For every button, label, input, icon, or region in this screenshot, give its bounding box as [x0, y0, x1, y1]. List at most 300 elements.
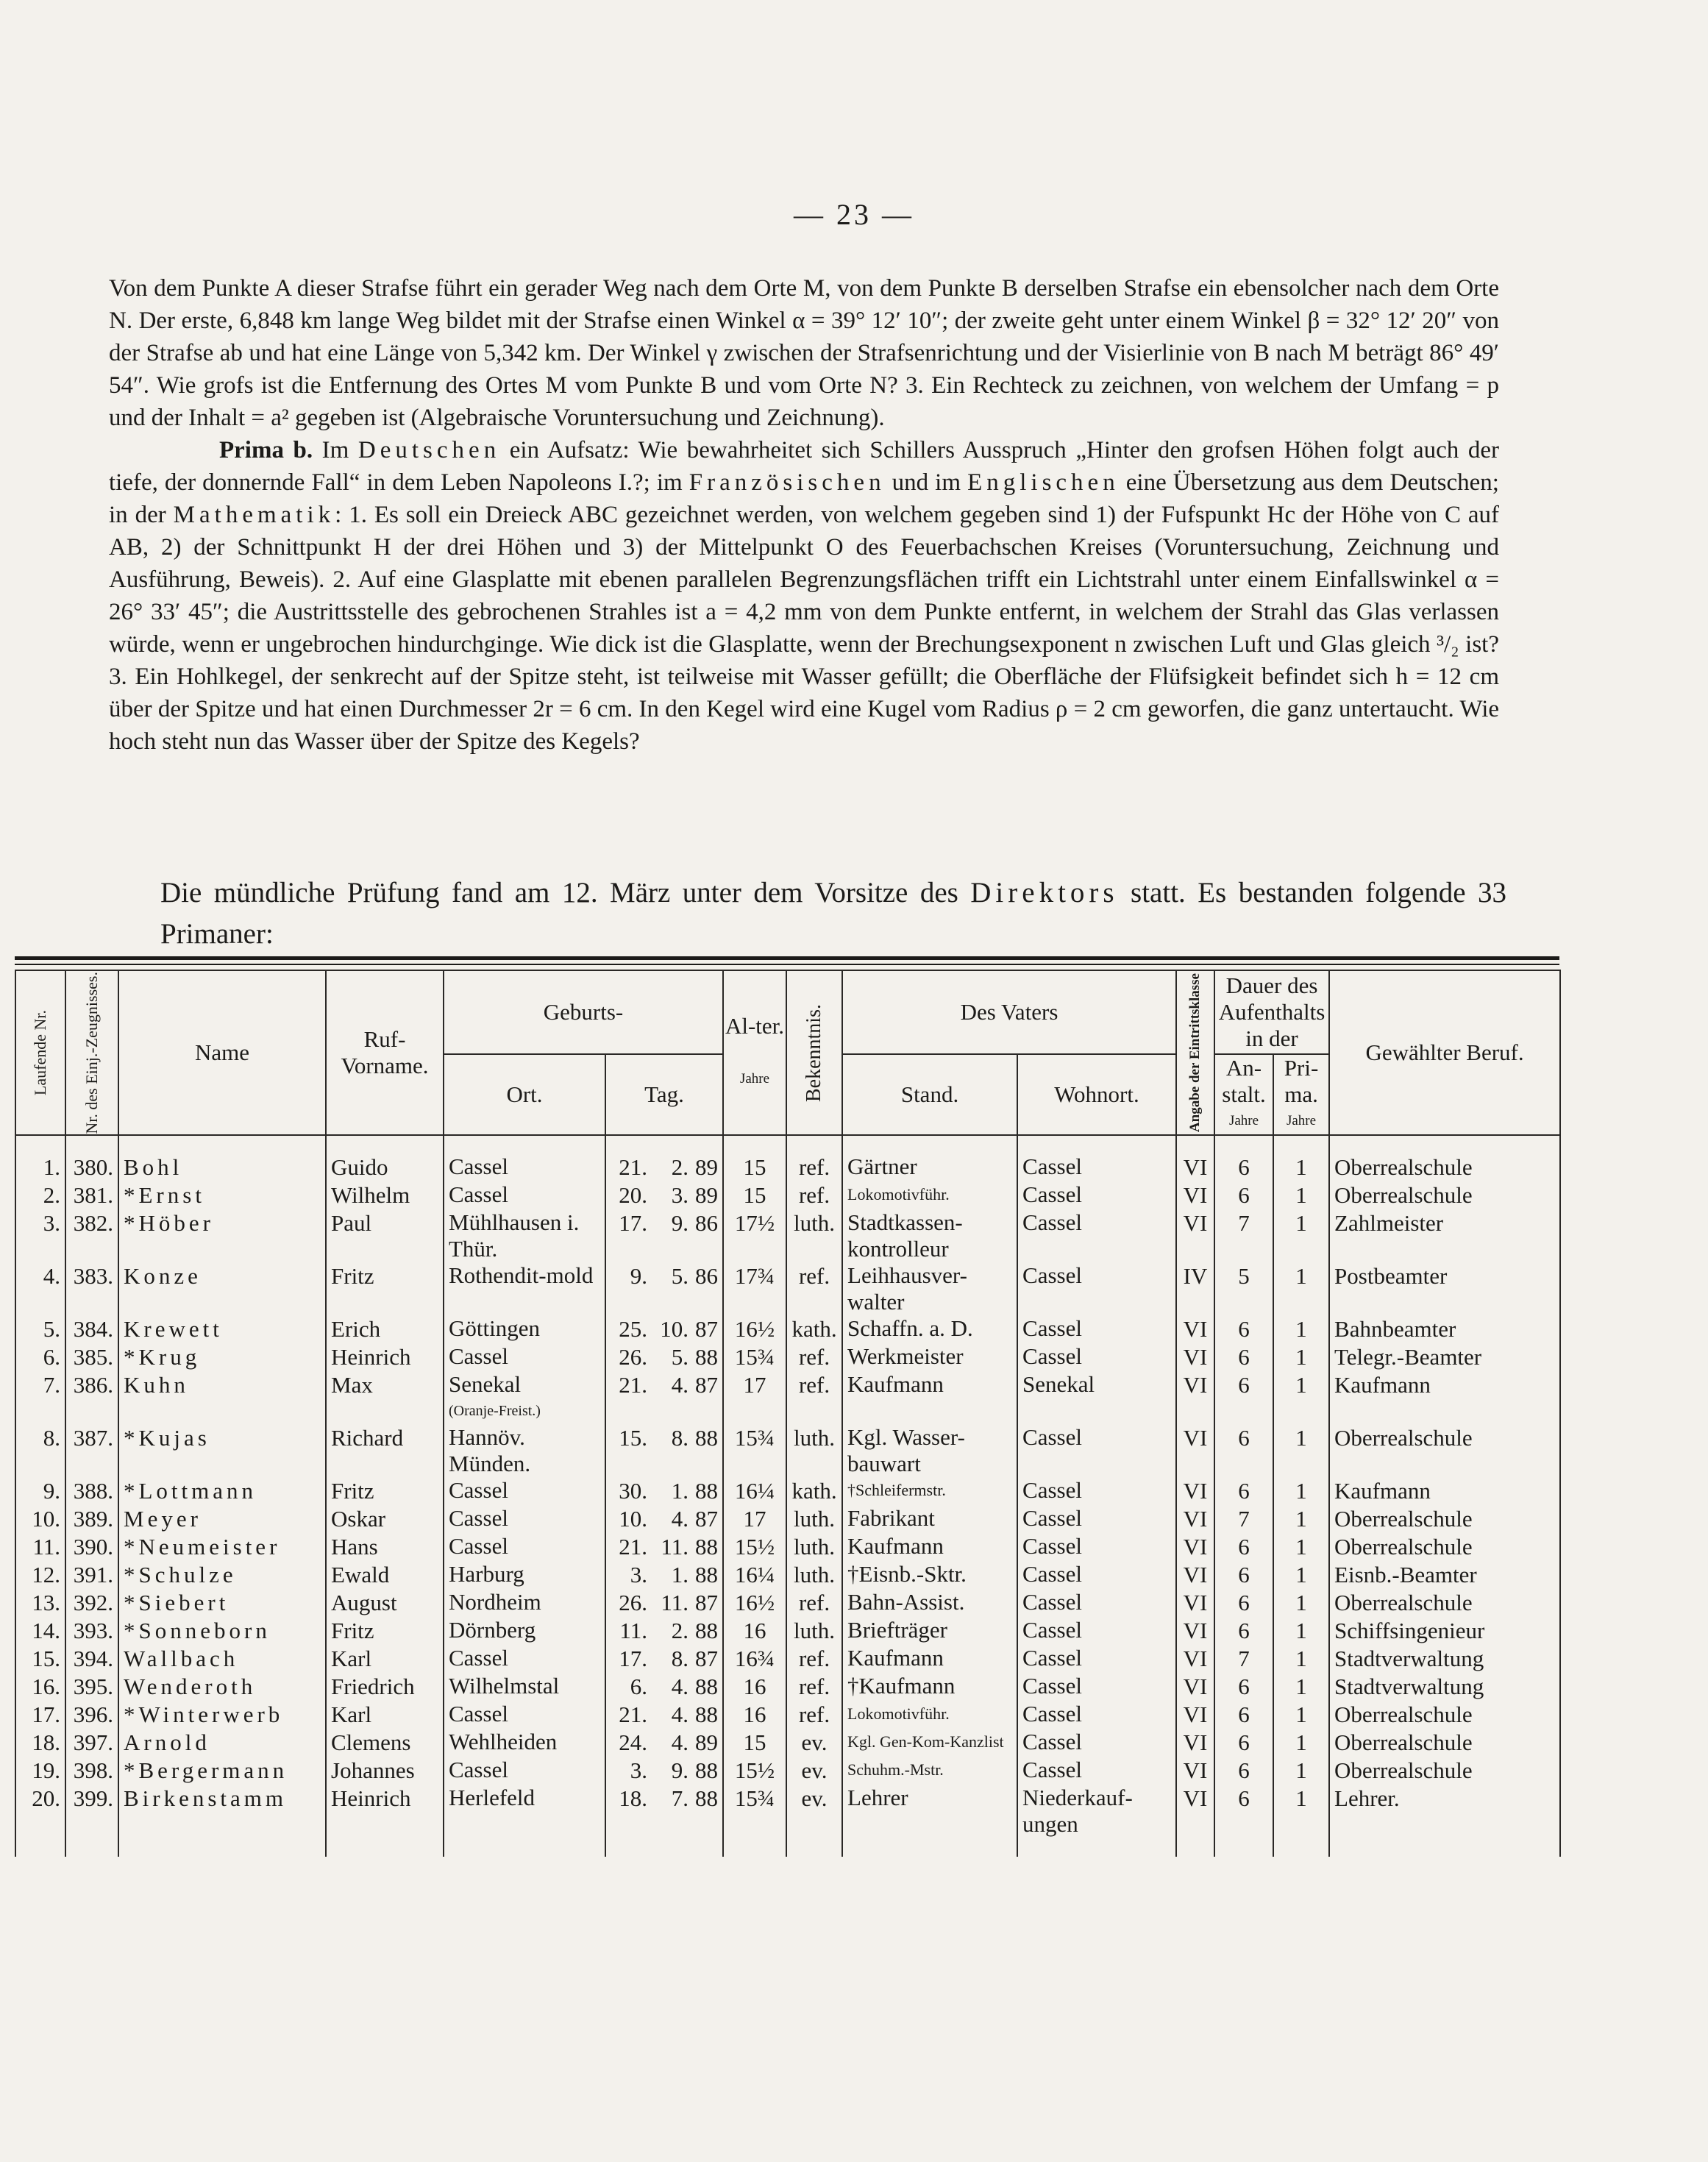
cell-anstalt-jahre: 6	[1214, 1371, 1273, 1424]
cell-geburtstag	[605, 1343, 723, 1371]
cell-tag-month: 4.	[671, 1506, 689, 1532]
cell-stand: Lokomotivführ.	[842, 1701, 1017, 1729]
cell-stand: Kgl. Wasser-bauwart	[842, 1424, 1017, 1477]
cell-einj-nr: 399.	[65, 1785, 118, 1838]
cell-vorname: Friedrich	[326, 1673, 444, 1701]
col-eintrittsklasse: Angabe der Eintrittsklasse	[1176, 970, 1214, 1135]
cell-geburtstag	[605, 1181, 723, 1209]
cell-einj-nr: 392.	[65, 1589, 118, 1617]
cell-tag-year: 87	[695, 1646, 719, 1671]
cell-bekenntnis: luth.	[786, 1505, 842, 1533]
cell-wohnort: Cassel	[1017, 1617, 1176, 1645]
cell-laufende-nr: 18.	[15, 1729, 65, 1757]
cell-einj-nr: 396.	[65, 1701, 118, 1729]
cell-prima-jahre: 1	[1273, 1505, 1329, 1533]
cell-bekenntnis: ref.	[786, 1181, 842, 1209]
table-row	[15, 1673, 1560, 1701]
cell-tag-day: 21.	[619, 1534, 648, 1560]
cell-tag-day: 26.	[619, 1344, 648, 1370]
cell-bekenntnis: ref.	[786, 1589, 842, 1617]
cell-geburtstag	[605, 1757, 723, 1785]
cell-tag-day: 6.	[630, 1674, 648, 1699]
cell-stand: Schaffn. a. D.	[842, 1315, 1017, 1343]
cell-bekenntnis: ref.	[786, 1673, 842, 1701]
cell-tag-year: 88	[695, 1478, 719, 1504]
cell-name: *Ernst	[118, 1181, 326, 1209]
cell-stand: Lokomotivführ.	[842, 1181, 1017, 1209]
cell-bekenntnis: ref.	[786, 1343, 842, 1371]
cell-tag-day: 21.	[619, 1701, 648, 1727]
prima-b-text-3: und im	[885, 469, 968, 496]
cell-geburtsort: Dörnberg	[444, 1617, 605, 1645]
cell-geburtsort: Harburg	[444, 1561, 605, 1589]
cell-wohnort: Cassel	[1017, 1729, 1176, 1757]
table-row	[15, 1589, 1560, 1617]
table-row	[15, 1729, 1560, 1757]
cell-vorname: Karl	[326, 1701, 444, 1729]
cell-tag-year: 87	[695, 1372, 719, 1398]
cell-eintrittsklasse: VI	[1176, 1153, 1214, 1181]
cell-beruf: Oberrealschule	[1329, 1589, 1560, 1617]
cell-laufende-nr: 19.	[15, 1757, 65, 1785]
cell-anstalt-jahre: 6	[1214, 1343, 1273, 1371]
cell-vorname: August	[326, 1589, 444, 1617]
table-row	[15, 1505, 1560, 1533]
cell-tag-day: 21.	[619, 1372, 648, 1398]
cell-name: Wallbach	[118, 1645, 326, 1673]
cell-geburtsort: Cassel	[444, 1153, 605, 1181]
cell-geburtstag	[605, 1617, 723, 1645]
cell-alter: 16¼	[723, 1477, 786, 1505]
cell-tag-year: 89	[695, 1154, 719, 1180]
table-row	[15, 1315, 1560, 1343]
cell-laufende-nr: 20.	[15, 1785, 65, 1838]
cell-tag-year: 86	[695, 1210, 719, 1236]
cell-tag-day: 10.	[619, 1506, 648, 1532]
cell-tag-month: 4.	[671, 1729, 689, 1755]
cell-laufende-nr: 1.	[15, 1153, 65, 1181]
cell-bekenntnis: luth.	[786, 1424, 842, 1477]
cell-einj-nr: 397.	[65, 1729, 118, 1757]
cell-bekenntnis: kath.	[786, 1315, 842, 1343]
cell-tag-day: 21.	[619, 1154, 648, 1180]
table-row	[15, 1181, 1560, 1209]
cell-name: *Siebert	[118, 1589, 326, 1617]
cell-geburtsort: Cassel	[444, 1701, 605, 1729]
cell-vorname: Ewald	[326, 1561, 444, 1589]
cell-tag-day: 3.	[630, 1757, 648, 1783]
table-row	[15, 1262, 1560, 1315]
table-row	[15, 1617, 1560, 1645]
cell-beruf: Oberrealschule	[1329, 1729, 1560, 1757]
cell-laufende-nr: 9.	[15, 1477, 65, 1505]
cell-anstalt-jahre: 6	[1214, 1589, 1273, 1617]
cell-alter: 15¾	[723, 1785, 786, 1838]
cell-alter: 17¾	[723, 1262, 786, 1315]
cell-anstalt-jahre: 6	[1214, 1424, 1273, 1477]
cell-alter: 16¼	[723, 1561, 786, 1589]
table-row	[15, 1371, 1560, 1424]
cell-stand: Briefträger	[842, 1617, 1017, 1645]
col-anstalt: An-stalt. Jahre	[1214, 1054, 1273, 1135]
cell-tag-month: 4.	[671, 1372, 689, 1398]
prima-b-text-2: ein Aufsatz: Wie bewahrheitet sich Schillers Ausspruch „Hinter den grofsen Höhen folgt auch der tiefe, der donnernde Fall“ in dem Leben Napoleons I.?; im	[109, 437, 1499, 496]
cell-geburtsort: Senekal (Oranje-Freist.)	[444, 1371, 605, 1424]
cell-laufende-nr: 17.	[15, 1701, 65, 1729]
cell-wohnort: Cassel	[1017, 1477, 1176, 1505]
cell-alter: 17½	[723, 1209, 786, 1262]
cell-alter: 15	[723, 1153, 786, 1181]
cell-prima-jahre: 1	[1273, 1645, 1329, 1673]
cell-vorname: Karl	[326, 1645, 444, 1673]
cell-tag-month: 4.	[671, 1701, 689, 1727]
cell-wohnort: Cassel	[1017, 1701, 1176, 1729]
cell-vorname: Heinrich	[326, 1343, 444, 1371]
cell-wohnort: Cassel	[1017, 1343, 1176, 1371]
cell-name: *Lottmann	[118, 1477, 326, 1505]
table-row	[15, 1785, 1560, 1838]
cell-laufende-nr: 10.	[15, 1505, 65, 1533]
cell-wohnort: Cassel	[1017, 1209, 1176, 1262]
cell-laufende-nr: 8.	[15, 1424, 65, 1477]
table-row	[15, 1209, 1560, 1262]
cell-geburtsort: Hannöv. Münden.	[444, 1424, 605, 1477]
cell-geburtstag	[605, 1262, 723, 1315]
table-row	[15, 1701, 1560, 1729]
cell-geburtsort: Göttingen	[444, 1315, 605, 1343]
direktor-word: Direktors	[970, 877, 1119, 908]
cell-laufende-nr: 12.	[15, 1561, 65, 1589]
cell-stand: Lehrer	[842, 1785, 1017, 1838]
cell-geburtstag	[605, 1505, 723, 1533]
cell-eintrittsklasse: VI	[1176, 1673, 1214, 1701]
cell-geburtstag	[605, 1371, 723, 1424]
cell-tag-year: 89	[695, 1729, 719, 1755]
cell-geburtstag	[605, 1785, 723, 1838]
cell-stand: Kaufmann	[842, 1645, 1017, 1673]
cell-alter: 15¾	[723, 1424, 786, 1477]
cell-einj-nr: 386.	[65, 1371, 118, 1424]
cell-wohnort: Cassel	[1017, 1645, 1176, 1673]
cell-einj-nr: 388.	[65, 1477, 118, 1505]
cell-eintrittsklasse: VI	[1176, 1371, 1214, 1424]
cell-beruf: Postbeamter	[1329, 1262, 1560, 1315]
cell-name: Bohl	[118, 1153, 326, 1181]
cell-tag-year: 87	[695, 1506, 719, 1532]
table-row	[15, 1153, 1560, 1181]
cell-wohnort: Cassel	[1017, 1561, 1176, 1589]
cell-anstalt-jahre: 7	[1214, 1209, 1273, 1262]
cell-einj-nr: 395.	[65, 1673, 118, 1701]
cell-bekenntnis: kath.	[786, 1477, 842, 1505]
cell-vorname: Fritz	[326, 1262, 444, 1315]
cell-anstalt-jahre: 7	[1214, 1645, 1273, 1673]
cell-wohnort: Cassel	[1017, 1315, 1176, 1343]
col-prima: Pri-ma. Jahre	[1273, 1054, 1329, 1135]
cell-geburtsort: Wilhelmstal	[444, 1673, 605, 1701]
cell-eintrittsklasse: VI	[1176, 1561, 1214, 1589]
cell-eintrittsklasse: VI	[1176, 1533, 1214, 1561]
cell-alter: 16½	[723, 1315, 786, 1343]
cell-wohnort: Cassel	[1017, 1757, 1176, 1785]
cell-name: *Sonneborn	[118, 1617, 326, 1645]
cell-eintrittsklasse: VI	[1176, 1617, 1214, 1645]
cell-geburtstag	[605, 1645, 723, 1673]
cell-beruf: Oberrealschule	[1329, 1701, 1560, 1729]
cell-tag-year: 87	[695, 1316, 719, 1342]
cell-stand: †Schleifermstr.	[842, 1477, 1017, 1505]
exam-announcement	[160, 872, 1506, 955]
subject-mathematik: Mathematik	[173, 502, 335, 528]
cell-stand: Kaufmann	[842, 1371, 1017, 1424]
cell-alter: 15½	[723, 1757, 786, 1785]
table-row	[15, 1757, 1560, 1785]
subject-franzoesisch: Französischen	[688, 469, 886, 496]
cell-prima-jahre: 1	[1273, 1424, 1329, 1477]
cell-tag-year: 88	[695, 1562, 719, 1587]
cell-geburtsort: Cassel	[444, 1181, 605, 1209]
cell-tag-month: 2.	[671, 1618, 689, 1643]
cell-laufende-nr: 4.	[15, 1262, 65, 1315]
cell-bekenntnis: ref.	[786, 1645, 842, 1673]
cell-prima-jahre: 1	[1273, 1262, 1329, 1315]
cell-alter: 15	[723, 1181, 786, 1209]
cell-eintrittsklasse: VI	[1176, 1181, 1214, 1209]
cell-beruf: Oberrealschule	[1329, 1533, 1560, 1561]
table-bottom-spacer	[15, 1838, 1560, 1857]
cell-alter: 16	[723, 1701, 786, 1729]
roster-body	[15, 1135, 1560, 1857]
cell-wohnort: Cassel	[1017, 1673, 1176, 1701]
cell-anstalt-jahre: 6	[1214, 1701, 1273, 1729]
prima-b-heading: Prima b.	[219, 437, 313, 463]
prima-b-text-1: Im	[313, 437, 358, 463]
cell-wohnort: Cassel	[1017, 1153, 1176, 1181]
cell-geburtstag	[605, 1424, 723, 1477]
cell-eintrittsklasse: IV	[1176, 1262, 1214, 1315]
page-number: — 23 —	[794, 198, 914, 231]
cell-eintrittsklasse: VI	[1176, 1701, 1214, 1729]
cell-anstalt-jahre: 6	[1214, 1561, 1273, 1589]
cell-geburtstag	[605, 1701, 723, 1729]
cell-tag-day: 15.	[619, 1425, 648, 1451]
cell-wohnort: Cassel	[1017, 1424, 1176, 1477]
cell-tag-month: 5.	[671, 1344, 689, 1370]
cell-anstalt-jahre: 5	[1214, 1262, 1273, 1315]
cell-prima-jahre: 1	[1273, 1785, 1329, 1838]
cell-geburtstag	[605, 1589, 723, 1617]
table-row	[15, 1645, 1560, 1673]
cell-geburtstag	[605, 1153, 723, 1181]
cell-alter: 16½	[723, 1589, 786, 1617]
cell-name: *Bergermann	[118, 1757, 326, 1785]
cell-beruf: Eisnb.-Beamter	[1329, 1561, 1560, 1589]
cell-laufende-nr: 6.	[15, 1343, 65, 1371]
cell-beruf: Stadtverwaltung	[1329, 1645, 1560, 1673]
cell-anstalt-jahre: 6	[1214, 1673, 1273, 1701]
cell-tag-month: 9.	[671, 1210, 689, 1236]
table-row	[15, 1533, 1560, 1561]
cell-tag-day: 17.	[619, 1210, 648, 1236]
cell-geburtsort: Cassel	[444, 1533, 605, 1561]
cell-geburtsort: Cassel	[444, 1757, 605, 1785]
cell-prima-jahre: 1	[1273, 1343, 1329, 1371]
cell-anstalt-jahre: 6	[1214, 1617, 1273, 1645]
cell-prima-jahre: 1	[1273, 1589, 1329, 1617]
cell-beruf: Oberrealschule	[1329, 1757, 1560, 1785]
col-beruf: Gewählter Beruf.	[1329, 970, 1560, 1135]
cell-anstalt-jahre: 6	[1214, 1785, 1273, 1838]
cell-geburtsort: Cassel	[444, 1645, 605, 1673]
col-stand: Stand.	[842, 1054, 1017, 1135]
cell-prima-jahre: 1	[1273, 1617, 1329, 1645]
cell-prima-jahre: 1	[1273, 1477, 1329, 1505]
col-wohnort: Wohnort.	[1017, 1054, 1176, 1135]
cell-name: Wenderoth	[118, 1673, 326, 1701]
cell-bekenntnis: ref.	[786, 1371, 842, 1424]
cell-prima-jahre: 1	[1273, 1315, 1329, 1343]
table-top-rule	[15, 956, 1559, 960]
cell-tag-year: 86	[695, 1263, 719, 1289]
cell-alter: 17	[723, 1505, 786, 1533]
cell-eintrittsklasse: VI	[1176, 1477, 1214, 1505]
cell-beruf: Stadtverwaltung	[1329, 1673, 1560, 1701]
cell-bekenntnis: ref.	[786, 1262, 842, 1315]
subject-deutsch: Deutschen	[357, 437, 501, 463]
col-alter: Al-ter. Jahre	[723, 970, 786, 1135]
col-name: Name	[118, 970, 326, 1135]
cell-laufende-nr: 3.	[15, 1209, 65, 1262]
cell-prima-jahre: 1	[1273, 1533, 1329, 1561]
cell-geburtsort: Cassel	[444, 1477, 605, 1505]
cell-name: *Kujas	[118, 1424, 326, 1477]
cell-tag-year: 88	[695, 1344, 719, 1370]
table-row	[15, 1477, 1560, 1505]
cell-vorname: Guido	[326, 1153, 444, 1181]
subject-englisch: Englischen	[967, 469, 1120, 496]
cell-name: *Höber	[118, 1209, 326, 1262]
cell-einj-nr: 394.	[65, 1645, 118, 1673]
cell-name: Kuhn	[118, 1371, 326, 1424]
cell-vorname: Richard	[326, 1424, 444, 1477]
cell-vorname: Heinrich	[326, 1785, 444, 1838]
cell-beruf: Oberrealschule	[1329, 1153, 1560, 1181]
cell-laufende-nr: 11.	[15, 1533, 65, 1561]
col-geburtsort: Ort.	[444, 1054, 605, 1135]
cell-anstalt-jahre: 6	[1214, 1477, 1273, 1505]
cell-eintrittsklasse: VI	[1176, 1505, 1214, 1533]
cell-name: *Krug	[118, 1343, 326, 1371]
cell-wohnort: Cassel	[1017, 1181, 1176, 1209]
cell-stand: Fabrikant	[842, 1505, 1017, 1533]
announcement-text-2: statt. Es bestanden folgende 33 Primaner:	[160, 877, 1506, 950]
cell-laufende-nr: 14.	[15, 1617, 65, 1645]
cell-einj-nr: 389.	[65, 1505, 118, 1533]
cell-tag-month: 8.	[671, 1425, 689, 1451]
cell-tag-day: 24.	[619, 1729, 648, 1755]
table-row	[15, 1343, 1560, 1371]
cell-anstalt-jahre: 6	[1214, 1729, 1273, 1757]
cell-alter: 17	[723, 1371, 786, 1424]
cell-einj-nr: 390.	[65, 1533, 118, 1561]
cell-tag-month: 1.	[671, 1478, 689, 1504]
cell-geburtstag	[605, 1315, 723, 1343]
cell-laufende-nr: 5.	[15, 1315, 65, 1343]
cell-geburtstag	[605, 1533, 723, 1561]
cell-tag-day: 25.	[619, 1316, 648, 1342]
paragraph-geometry-problem: Von dem Punkte A dieser Strafse führt ein gerader Weg nach dem Orte M, von dem Punkte B derselben Strafse ein ebensolcher nach dem Orte N. Der erste, 6,848 km lange Weg bildet mit der Strafse einen Winkel α = 39° 12′ 10″; der zweite geht unter einem Winkel β = 32° 12′ 20″ von der Strafse ab und hat eine Länge von 5,342 km. Der Winkel γ zwischen der Strafsenrichtung und der Visierlinie von B nach M beträgt 86° 49′ 54″. Wie grofs ist die Entfernung des Ortes M vom Punkte B und vom Orte N? 3. Ein Rechteck zu zeichnen, von welchem der Umfang = p und der Inhalt = a² gegeben ist (Algebraische Voruntersuchung und Zeichnung).	[109, 275, 1499, 431]
cell-wohnort: Cassel	[1017, 1262, 1176, 1315]
cell-beruf: Oberrealschule	[1329, 1505, 1560, 1533]
cell-wohnort: Cassel	[1017, 1533, 1176, 1561]
cell-stand: Stadtkassen-kontrolleur	[842, 1209, 1017, 1262]
cell-eintrittsklasse: VI	[1176, 1729, 1214, 1757]
cell-bekenntnis: luth.	[786, 1209, 842, 1262]
cell-tag-year: 88	[695, 1534, 719, 1560]
cell-tag-year: 88	[695, 1618, 719, 1643]
col-bekenntnis: Bekenntnis.	[786, 970, 842, 1135]
cell-vorname: Fritz	[326, 1477, 444, 1505]
cell-eintrittsklasse: VI	[1176, 1424, 1214, 1477]
cell-alter: 16	[723, 1673, 786, 1701]
paragraph-prima-b	[109, 434, 1499, 758]
cell-stand: Kgl. Gen-Kom-Kanzlist	[842, 1729, 1017, 1757]
cell-laufende-nr: 15.	[15, 1645, 65, 1673]
cell-prima-jahre: 1	[1273, 1701, 1329, 1729]
cell-geburtstag	[605, 1477, 723, 1505]
cell-tag-day: 17.	[619, 1646, 648, 1671]
cell-prima-jahre: 1	[1273, 1181, 1329, 1209]
cell-vorname: Johannes	[326, 1757, 444, 1785]
cell-geburtsort: Wehlheiden	[444, 1729, 605, 1757]
cell-tag-day: 20.	[619, 1182, 648, 1208]
cell-bekenntnis: luth.	[786, 1561, 842, 1589]
cell-stand: Kaufmann	[842, 1533, 1017, 1561]
cell-geburtstag	[605, 1729, 723, 1757]
cell-alter: 15	[723, 1729, 786, 1757]
cell-eintrittsklasse: VI	[1176, 1589, 1214, 1617]
cell-geburtsort: Cassel	[444, 1505, 605, 1533]
cell-prima-jahre: 1	[1273, 1153, 1329, 1181]
cell-anstalt-jahre: 6	[1214, 1315, 1273, 1343]
cell-eintrittsklasse: VI	[1176, 1209, 1214, 1262]
cell-beruf: Telegr.-Beamter	[1329, 1343, 1560, 1371]
cell-stand: †Eisnb.-Sktr.	[842, 1561, 1017, 1589]
cell-tag-year: 88	[695, 1425, 719, 1451]
prima-b-text-5: : 1. Es soll ein Dreieck ABC gezeichnet werden, von welchem gegeben sind 1) der Fufspunkt Hc der Höhe von C auf AB, 2) der Schnittpunkt H der drei Höhen und 3) der Mittelpunkt O des Feuerbachschen Kreises (Voruntersuchung, Zeichnung und Ausführung, Beweis). 2. Auf eine Glasplatte mit ebenen parallelen Begrenzungsflächen trifft ein Lichtstrahl unter einem Einfallswinkel α = 26° 33′ 45″; die Austrittsstelle des gebrochenen Strahles ist a = 4,2 mm von dem Punkte entfernt, in welchem der Strahl das Glas verlassen würde, wenn er ungebrochen hindurchginge. Wie dick ist die Glasplatte, wenn der Brechungsexponent n zwischen Luft und Glas gleich ³/₂ ist? 3. Ein Hohlkegel, der senkrecht auf der Spitze steht, ist teilweise mit Wasser gefüllt; die Oberfläche der Flüfsigkeit befindet sich h = 12 cm über der Spitze und hat einen Durchmesser 2r = 6 cm. In den Kegel wird eine Kugel vom Radius ρ = 2 cm geworfen, die ganz untertaucht. Wie hoch steht nun das Wasser über der Spitze des Kegels?	[109, 502, 1500, 755]
cell-bekenntnis: ev.	[786, 1785, 842, 1838]
cell-name: *Winterwerb	[118, 1701, 326, 1729]
cell-tag-year: 88	[695, 1757, 719, 1783]
cell-geburtsort: Mühlhausen i. Thür.	[444, 1209, 605, 1262]
cell-anstalt-jahre: 6	[1214, 1153, 1273, 1181]
cell-eintrittsklasse: VI	[1176, 1645, 1214, 1673]
cell-tag-month: 2.	[671, 1154, 689, 1180]
cell-wohnort: Cassel	[1017, 1589, 1176, 1617]
cell-name: Birkenstamm	[118, 1785, 326, 1838]
cell-laufende-nr: 7.	[15, 1371, 65, 1424]
cell-einj-nr: 381.	[65, 1181, 118, 1209]
cell-einj-nr: 383.	[65, 1262, 118, 1315]
cell-beruf: Kaufmann	[1329, 1371, 1560, 1424]
cell-tag-month: 3.	[671, 1182, 689, 1208]
cell-stand: Bahn-Assist.	[842, 1589, 1017, 1617]
cell-einj-nr: 382.	[65, 1209, 118, 1262]
cell-name: *Neumeister	[118, 1533, 326, 1561]
cell-prima-jahre: 1	[1273, 1757, 1329, 1785]
cell-geburtstag	[605, 1561, 723, 1589]
cell-einj-nr: 393.	[65, 1617, 118, 1645]
